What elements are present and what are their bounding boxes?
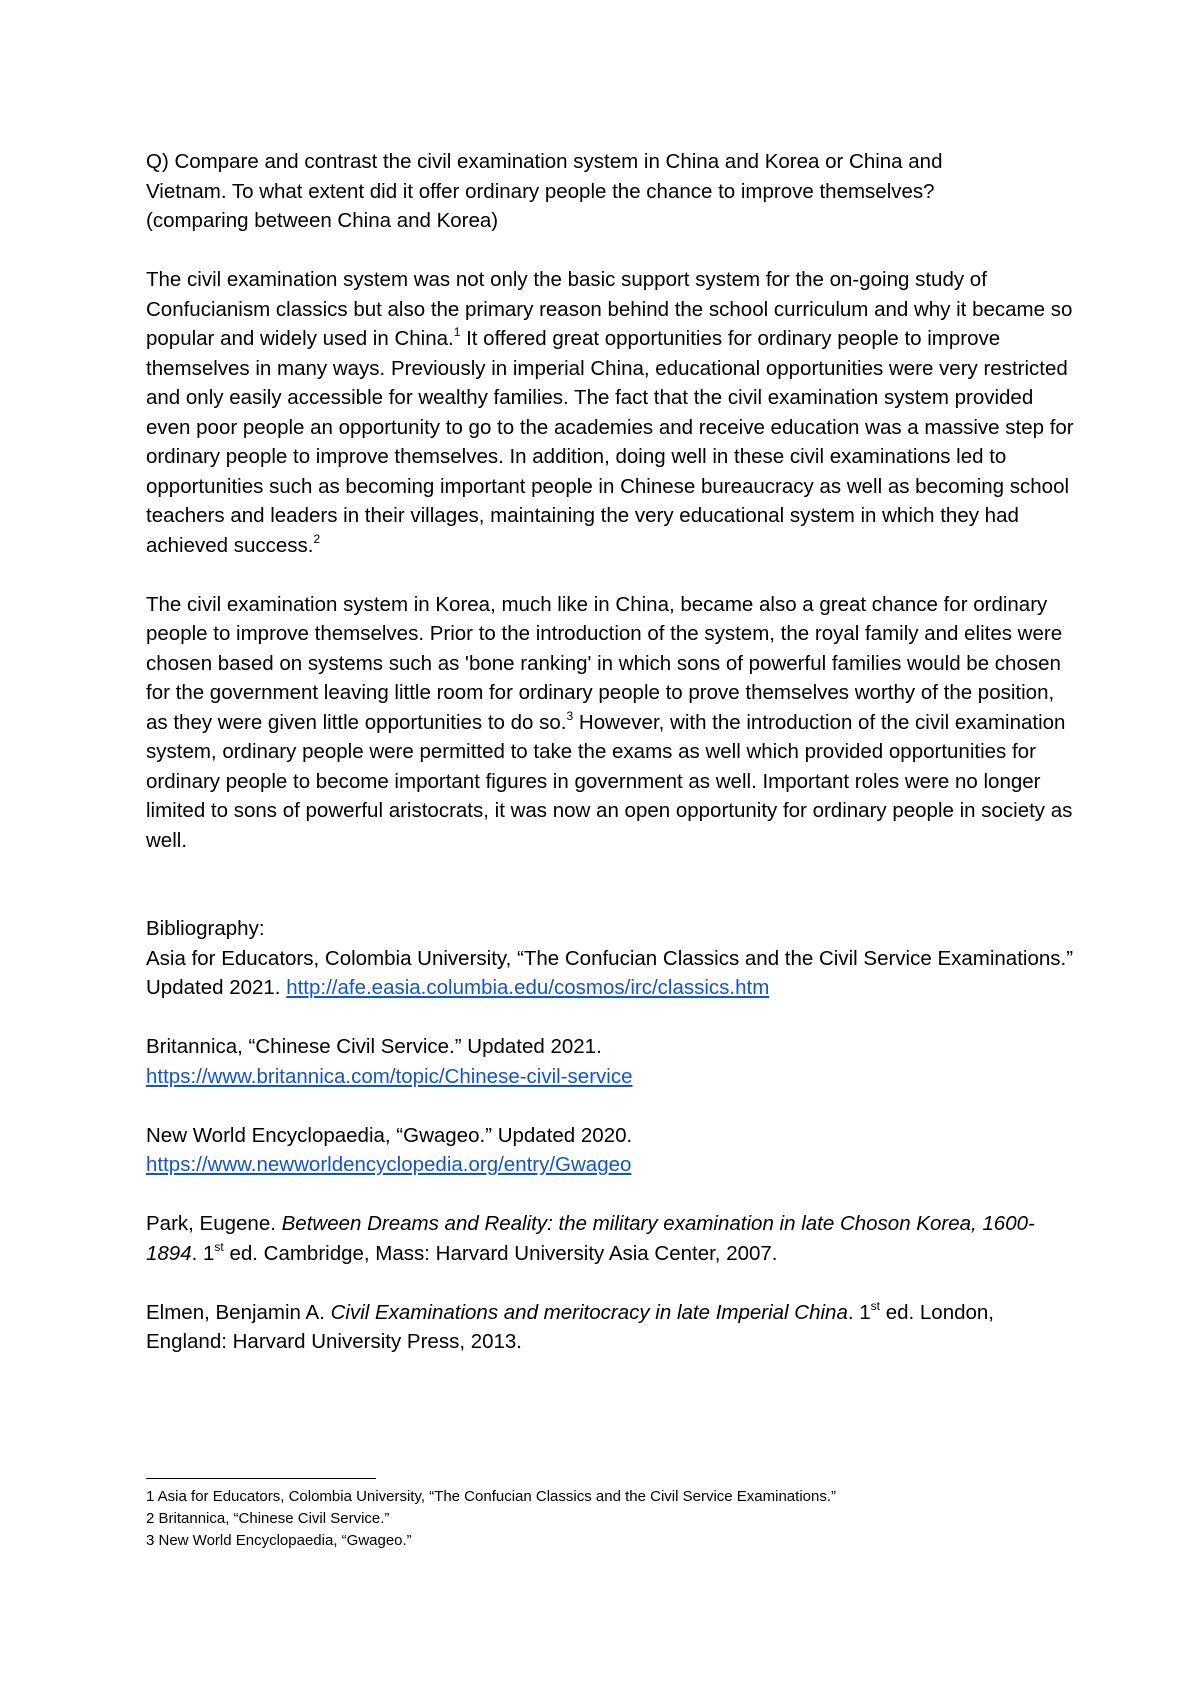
bib-entry-elmen xyxy=(146,1298,1076,1357)
question-line: (comparing between China and Korea) xyxy=(146,209,499,232)
bib-ordinal: st xyxy=(870,1298,880,1313)
footnote-separator xyxy=(146,1478,376,1479)
bib-title: Civil Examinations and meritocracy in late Imperial China xyxy=(330,1300,848,1324)
footnote-2: 2 Britannica, “Chinese Civil Service.” xyxy=(146,1510,390,1527)
bib-entry-asia-for-educators xyxy=(146,944,1076,1003)
bib-ordinal: st xyxy=(214,1239,224,1254)
bib-publisher: ed. Cambridge, Mass: Harvard University Asia Center, 2007. xyxy=(223,1241,778,1265)
bib-link[interactable]: https://www.britannica.com/topic/Chinese-civil-service xyxy=(146,1064,633,1088)
paragraph-text: However, with the introduction of the civil examination system, ordinary people were permitted to take the exams as well which provided opportunities for ordinary people to become important figures in government as well. Important roles were no longer limited to sons of powerful aristocrats, it was now an open opportunity for ordinary people in society as well. xyxy=(146,710,1073,852)
bib-entry-britannica xyxy=(146,1032,1076,1091)
footnote-ref-3[interactable]: 3 xyxy=(566,708,574,723)
paragraph-china xyxy=(146,265,1076,560)
bib-entry-text: New World Encyclopaedia, “Gwageo.” Updated 2020. xyxy=(146,1123,633,1147)
footnote-1: 1 Asia for Educators, Colombia University, “The Confucian Classics and the Civil Service Examinations.” xyxy=(146,1488,836,1505)
footnote-3: 3 New World Encyclopaedia, “Gwageo.” xyxy=(146,1532,412,1549)
bib-link[interactable]: http://afe.easia.columbia.edu/cosmos/irc/classics.htm xyxy=(286,976,770,999)
paragraph-korea xyxy=(146,590,1076,856)
footnote-ref-2[interactable]: 2 xyxy=(313,531,321,546)
bib-entry-new-world-encyclopaedia xyxy=(146,1121,1076,1180)
paragraph-text: It offered great opportunities for ordinary people to improve themselves in many ways. Previously in imperial China, educational opportunities were very restricted and only easily accessible for wealthy families. The fact that the civil examination system provided even poor people an opportunity to go to the academies and receive education was a massive step for ordinary people to improve themselves. In addition, doing well in these civil examinations led to opportunities such as becoming important people in Chinese bureaucracy as well as becoming school teachers and leaders in their villages, maintaining the very educational system in which they had achieved success. xyxy=(146,327,1074,557)
bib-entry-park xyxy=(146,1209,1076,1268)
bib-link[interactable]: https://www.newworldencyclopedia.org/entry/Gwageo xyxy=(146,1153,632,1176)
bib-entry-text: Asia for Educators, Colombia University, “The Confucian Classics and the Civil Service Examinations.” Updated 2021. xyxy=(146,946,1074,999)
bib-author: Park, Eugene. xyxy=(146,1212,282,1235)
bib-publisher: ed. London, England: Harvard University Press, 2013. xyxy=(146,1300,994,1353)
paragraph-text: The civil examination system was not only the basic support system for the on-going study of Confucianism classics but also the primary reason behind the school curriculum and why it became so popular and widely used in China. xyxy=(146,268,1073,350)
footnotes xyxy=(146,1486,1076,1552)
bib-entry-text: Britannica, “Chinese Civil Service.” Updated 2021. xyxy=(146,1035,602,1058)
essay-question xyxy=(146,147,1076,236)
bib-edition: . 1 xyxy=(191,1241,215,1265)
question-line: Q) Compare and contrast the civil examination system in China and Korea or China and xyxy=(146,150,943,173)
paragraph-text: The civil examination system in Korea, much like in China, became also a great chance for ordinary people to improve themselves. Prior to the introduction of the system, the royal family and elites were chosen based on systems such as 'bone ranking' in which sons of powerful families would be chosen for the government leaving little room for ordinary people to prove themselves worthy of the position, as they were given little opportunities to do so. xyxy=(146,592,1063,734)
bibliography-heading: Bibliography: xyxy=(146,917,265,940)
bib-title: Between Dreams and Reality: the military examination in late Choson Korea, 1600-1894 xyxy=(146,1212,1035,1265)
document-body xyxy=(146,147,1076,1386)
bib-edition: . 1 xyxy=(847,1300,871,1324)
footnote-ref-1[interactable]: 1 xyxy=(453,325,461,340)
bibliography xyxy=(146,914,1076,1357)
question-line: Vietnam. To what extent did it offer ordinary people the chance to improve themselves? xyxy=(146,179,935,203)
bib-author: Elmen, Benjamin A. xyxy=(146,1300,331,1324)
